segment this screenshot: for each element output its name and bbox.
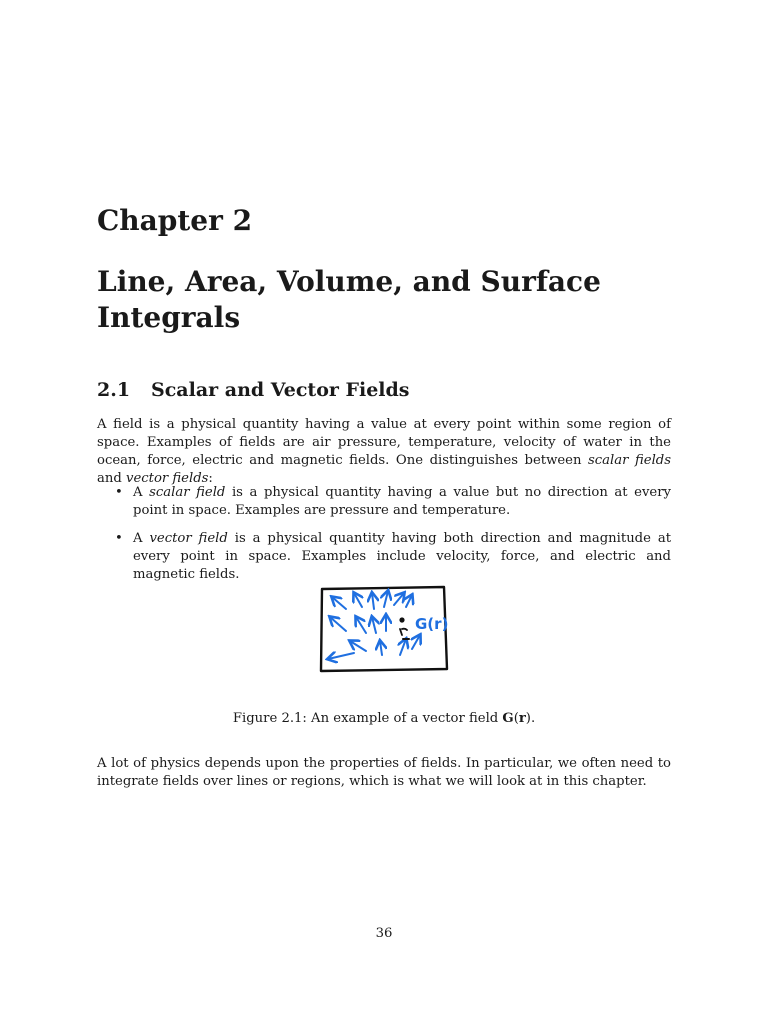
field-arrow: [406, 595, 412, 607]
field-arrow: [356, 617, 366, 633]
intro-and: and: [97, 471, 126, 486]
chapter-label: Chapter 2: [97, 204, 253, 237]
bullet-vector-field: [97, 530, 671, 584]
closing-paragraph: A lot of physics depends upon the properties of fields. In particular, we often need to integrate fields over lines or regions, which is what we will look at in this chapter.: [97, 756, 671, 789]
bullet-lead: A: [133, 485, 150, 500]
section-heading: [97, 379, 410, 401]
intro-colon: :: [208, 471, 213, 486]
figure-caption: [0, 711, 768, 726]
caption-arg: r: [518, 711, 526, 726]
field-arrow: [380, 641, 382, 655]
section-title: Scalar and Vector Fields: [151, 379, 410, 401]
section-number: 2.1: [97, 379, 131, 401]
bullet-list: [97, 484, 671, 594]
intro-text: A field is a physical quantity having a value at every point within some region of space. Examples of fields are air pressure, temperature, velocity of water in the ocean, force, electric and magnetic fields. One distinguishes between: [97, 417, 671, 468]
caption-open: (: [513, 711, 519, 726]
intro-paragraph: [97, 416, 671, 488]
bullet-term: vector field: [149, 531, 228, 546]
bullet-scalar-field: [97, 484, 671, 520]
caption-close: ).: [525, 711, 536, 726]
field-arrow: [400, 639, 406, 655]
field-arrow: [372, 617, 376, 633]
bullet-term: scalar field: [149, 485, 226, 500]
handwritten-label: G(r): [415, 615, 449, 633]
field-arrow: [412, 635, 420, 649]
bullet-marker: •: [115, 485, 123, 500]
bullet-text: is a physical quantity having both direction and magnitude at every point in space. Examples include velocity, force, and electric and magnetic fields.: [133, 531, 672, 582]
field-arrow: [354, 593, 362, 607]
chapter-title: Line, Area, Volume, and Surface Integrals: [97, 265, 601, 334]
field-arrow: [330, 617, 346, 631]
field-arrow: [328, 653, 354, 659]
caption-prefix: Figure 2.1: An example of a vector field: [232, 711, 503, 726]
term-scalar-fields: scalar fields: [588, 453, 672, 468]
caption-symbol: G: [502, 711, 514, 726]
bullet-marker: •: [115, 531, 123, 546]
field-arrow: [372, 593, 374, 609]
vector-field-sketch: [316, 581, 452, 677]
field-point: [399, 617, 404, 622]
bullet-lead: A: [133, 531, 150, 546]
page-number: 36: [375, 926, 393, 941]
field-arrow: [394, 593, 404, 605]
position-vector-r: [400, 629, 407, 635]
field-arrow: [332, 597, 346, 609]
bullet-text: is a physical quantity having a value but no direction at every point in space. Examples are pressure and temperature.: [133, 485, 671, 518]
field-arrow: [384, 591, 388, 607]
field-arrow: [350, 641, 366, 651]
term-vector-fields: vector fields: [126, 471, 209, 486]
